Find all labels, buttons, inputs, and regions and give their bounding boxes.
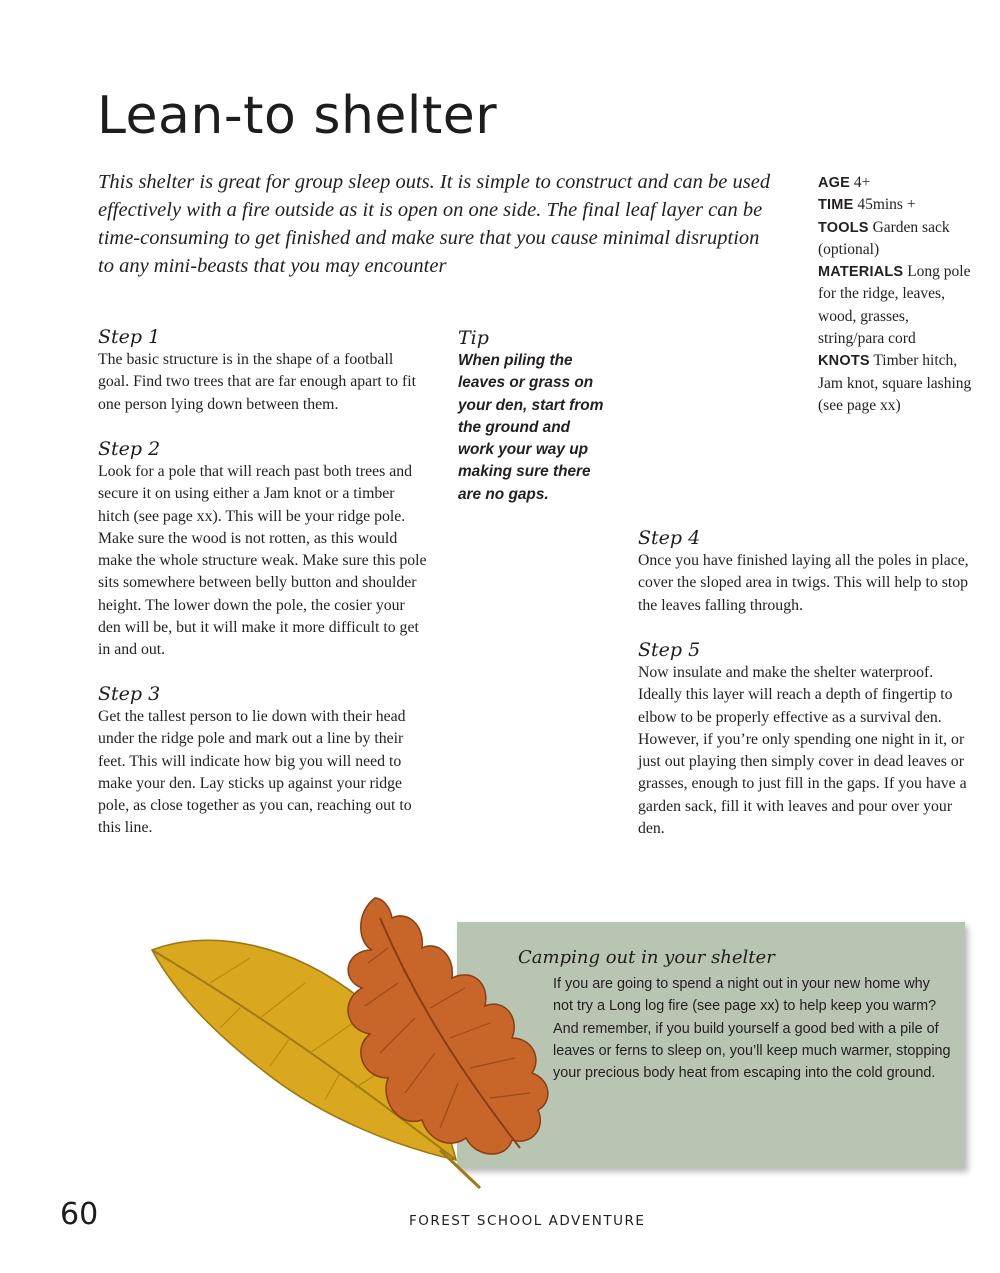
tip-text: When piling the leaves or grass on your den, start from the ground and work your way up making sure there are no gaps. — [458, 352, 604, 503]
step-text: Once you have finished laying all the poles in place, cover the sloped area in twigs. This will help to stop the leaves falling through. — [638, 552, 969, 614]
callout-title: Camping out in your shelter — [518, 947, 775, 968]
step-text: Now insulate and make the shelter waterproof. Ideally this layer will reach a depth of fingertip to elbow to be properly effective as a survival den. However, if you’re only spending one night in it, or just out playing then simply cover in dead leaves or grasses, enough to just fill in the gaps. If you have a garden sack, fill it with leaves and pour over your den. — [638, 664, 967, 838]
fact-tools — [818, 217, 978, 262]
fact-label: AGE — [818, 175, 851, 191]
book-title-footer: FOREST SCHOOL ADVENTURE — [409, 1213, 646, 1229]
step-heading: Step 4 — [638, 527, 701, 549]
step-1 — [98, 325, 428, 416]
fact-value: Timber hitch, Jam knot, square lashing (see page xx) — [818, 352, 972, 414]
page-number: 60 — [60, 1197, 99, 1232]
intro-paragraph: This shelter is great for group sleep outs. It is simple to construct and can be used effectively with a fire outside as it is open on one side. The final leaf layer can be time-consuming to get finished and make sure that you cause minimal disruption to any mini-beasts that you may encounter — [98, 171, 771, 277]
step-heading: Step 3 — [98, 683, 161, 705]
step-text: The basic structure is in the shape of a football goal. Find two trees that are far enough apart to fit one person lying down between them. — [98, 351, 417, 413]
step-heading: Step 5 — [638, 639, 701, 661]
fact-value: 4+ — [853, 174, 871, 191]
fact-label: TOOLS — [818, 219, 869, 236]
step-heading: Step 1 — [98, 326, 161, 348]
step-2 — [98, 437, 428, 662]
step-text: Look for a pole that will reach past both trees and secure it on using either a Jam knot or a timber hitch (see page xx). This will be your ridge pole. Make sure the wood is not rotten, as this would make the whole structure weak. Make sure this pole sits somewhere between belly button and shoulder height. The lower down the pole, the cosier your den will be, but it will make it more difficult to get in and out. — [98, 463, 427, 659]
fact-label: TIME — [818, 197, 854, 214]
page-title: Lean-to shelter — [97, 86, 498, 146]
facts-panel — [818, 172, 978, 417]
step-heading: Step 2 — [98, 438, 161, 460]
fact-time — [818, 194, 978, 216]
step-3 — [98, 682, 428, 840]
callout-text: If you are going to spend a night out in your new home why not try a Long log fire (see page xx) to help keep you warm? And remember, if you build yourself a good bed with a pile of leaves or ferns to sleep on, you’ll keep much warmer, stopping your precious body heat from escaping into the cold ground. — [553, 976, 951, 1082]
leaves-illustration — [140, 888, 560, 1208]
fact-value: Garden sack (optional) — [818, 218, 950, 258]
fact-label: MATERIALS — [818, 264, 904, 281]
step-5 — [638, 638, 970, 840]
step-text: Get the tallest person to lie down with their head under the ridge pole and mark out a line by their feet. This will indicate how big you will need to make your den. Lay sticks up against your ridge pole, as close together as you can, reaching out to this line. — [98, 708, 412, 837]
tip-box — [458, 326, 608, 506]
fact-materials — [818, 261, 978, 350]
fact-age — [818, 172, 978, 194]
fact-value: 45mins + — [857, 196, 916, 214]
fact-label: KNOTS — [818, 353, 870, 370]
tip-heading: Tip — [458, 327, 489, 349]
fact-knots — [818, 350, 978, 417]
step-4 — [638, 526, 970, 617]
fact-value: Long pole for the ridge, leaves, wood, grasses, string/para cord — [818, 263, 971, 348]
